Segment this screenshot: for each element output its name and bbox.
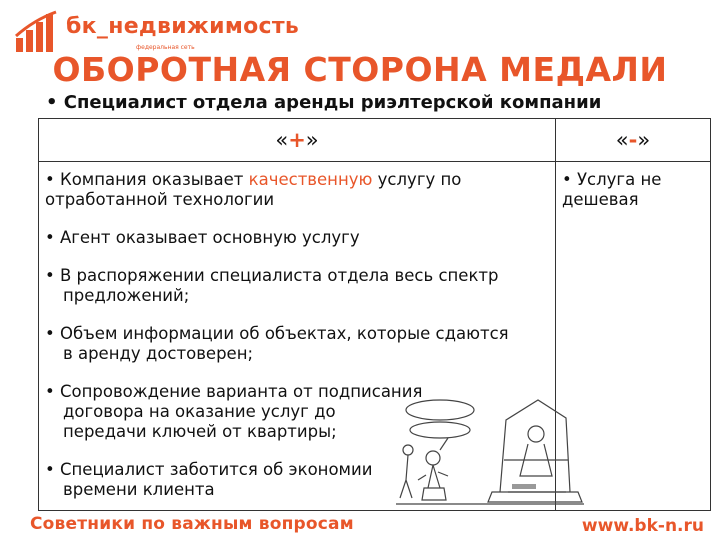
- footer-website-link[interactable]: www.bk-n.ru: [581, 516, 704, 536]
- list-item: • В распоряжении специалиста отдела весь спектр предложений;: [45, 266, 499, 305]
- list-item: • Агент оказывает основную услугу: [45, 228, 360, 247]
- footer-slogan: Советники по важным вопросам: [30, 514, 354, 534]
- list-item: • Услуга не дешевая: [562, 170, 662, 209]
- plus-sign: +: [288, 128, 306, 152]
- pros-cons-table: [38, 118, 711, 511]
- cartoon-illustration-icon: [388, 380, 588, 506]
- plus-header: «+»: [39, 119, 556, 162]
- page-subtitle: • Специалист отдела аренды риэлтерской компании: [46, 92, 602, 113]
- minus-header: «-»: [556, 119, 711, 162]
- logo: [14, 8, 300, 54]
- page-title: ОБОРОТНАЯ СТОРОНА МЕДАЛИ: [52, 50, 668, 89]
- logo-text: бк_недвижимость: [66, 14, 300, 39]
- list-item: • Специалист заботится об экономии времени клиента: [45, 460, 373, 499]
- minus-sign: -: [628, 128, 638, 152]
- list-item: • Сопровождение варианта от подписания договора на оказание услуг до передачи ключей от квартиры;: [45, 382, 423, 441]
- highlighted-word: качественную: [248, 170, 373, 189]
- list-item: • Объем информации об объектах, которые сдаются в аренду достоверен;: [45, 324, 509, 363]
- list-item: • Компания оказывает качественную услугу по отработанной технологии: [45, 170, 462, 209]
- logo-bars-icon: [14, 8, 60, 54]
- logo-subtext: федеральная сеть: [136, 44, 195, 51]
